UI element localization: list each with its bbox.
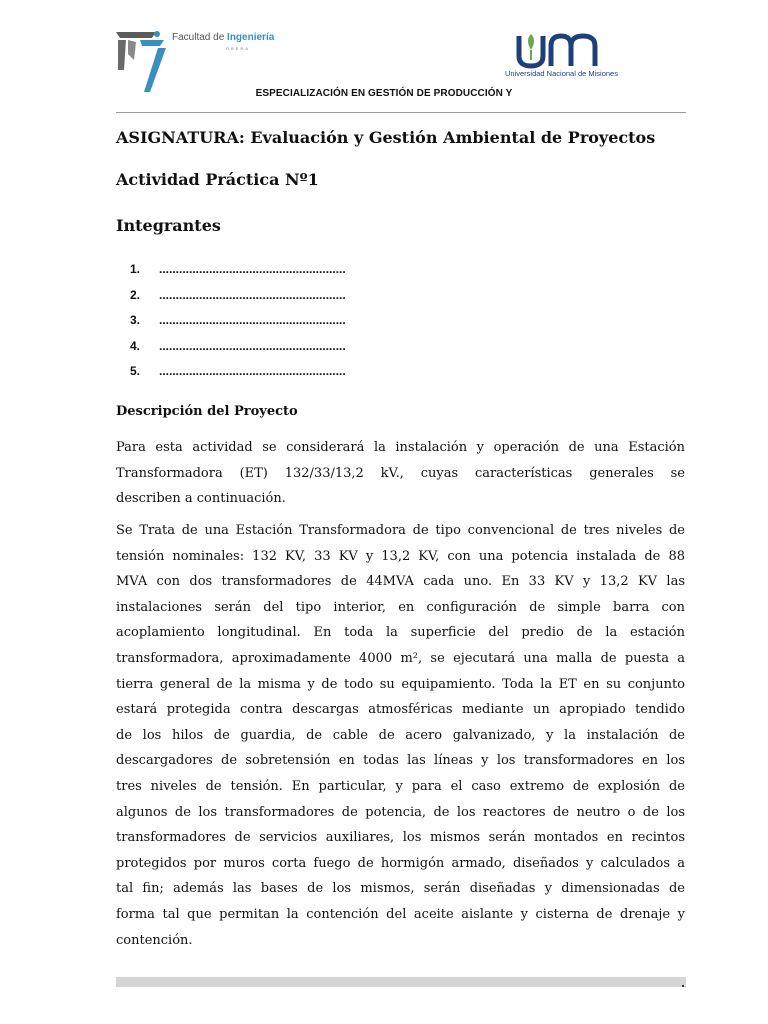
university-logo (505, 30, 625, 82)
paragraph-line: MVA con dos transformadores de 44MVA cada uno. En 33 KV y 13,2 KV las (116, 574, 685, 590)
paragraph-line: forma tal que permitan la contención del aceite aislante y cisterna de drenaje y (116, 906, 685, 922)
member-item: 1. ........................................................ (130, 262, 346, 288)
description-heading: Descripción del Proyecto (116, 404, 298, 419)
member-blank: ........................................................ (159, 364, 346, 378)
paragraph-line: descargadores de sobretensión en todas las líneas y los transformadores en los (116, 753, 685, 769)
header-divider (116, 112, 686, 113)
paragraph-line: Transformadora (ET) 132/33/13,2 kV., cuyas características generales se (116, 465, 685, 481)
member-item: 3. ........................................................ (130, 313, 346, 339)
description-paragraph (116, 518, 685, 953)
paragraph-line: acoplamiento longitudinal. En toda la superficie del predio de la estación (116, 625, 685, 641)
university-name: Universidad Nacional de Misiones (505, 69, 618, 78)
subject-heading: ASIGNATURA: Evaluación y Gestión Ambiental de Proyectos (116, 128, 656, 147)
faculty-logo (116, 30, 275, 92)
faculty-subtitle: OBERÁ (226, 46, 251, 51)
member-item: 4. ........................................................ (130, 339, 346, 365)
paragraph-line: tres niveles de tensión. En particular, y para el caso extremo de explosión de (116, 778, 685, 794)
paragraph-line: de los hilos de guardia, de cable de acero galvanizado, y la instalación de (116, 727, 685, 743)
unam-logo-mark-icon (515, 30, 615, 70)
paragraph-line: transformadores de servicios auxiliares, los mismos serán montados en recintos (116, 830, 685, 846)
paragraph-line: estará protegida contra descargas atmosféricas mediante un apropiado tendido (116, 702, 685, 718)
member-blank: ........................................................ (159, 262, 346, 276)
faculty-name: Facultad de Ingeniería (172, 32, 275, 43)
member-item: 2. ........................................................ (130, 288, 346, 314)
paragraph-line: tensión nominales: 132 KV, 33 KV y 13,2 KV, con una potencia instalada de 88 (116, 548, 685, 564)
members-heading: Integrantes (116, 216, 221, 235)
member-blank: ........................................................ (159, 338, 346, 353)
paragraph-line: transformadora, aproximadamente 4000 m², se ejecutará una malla de puesta a (116, 650, 685, 666)
page-marker (682, 985, 684, 987)
member-item: 5. ........................................................ (130, 364, 346, 390)
footer-bar (116, 977, 686, 987)
paragraph-line: tal fin; además las bases de los mismos, serán diseñadas y dimensionadas de (116, 881, 685, 897)
paragraph-line: Se Trata de una Estación Transformadora de tipo convencional de tres niveles de (116, 523, 685, 538)
paragraph-line: contención. (116, 932, 193, 948)
paragraph-line: Para esta actividad se considerará la instalación y operación de una Estación (116, 440, 685, 455)
member-blank: ........................................................ (159, 287, 346, 302)
member-blank: ........................................................ (159, 313, 346, 327)
paragraph-line: protegidos por muros corta fuego de hormigón armado, diseñados y calculados a (116, 855, 685, 871)
paragraph-line: describen a continuación. (116, 491, 286, 507)
paragraph-line: tierra general de la misma y de todo su equipamiento. Toda la ET en su conjunto (116, 676, 685, 692)
paragraph-line: algunos de los transformadores de potencia, de los reactores de neutro o de los (116, 804, 685, 820)
fi-logo-mark-icon (116, 30, 172, 92)
paragraph-line: instalaciones serán del tipo interior, en configuración de simple barra con (116, 599, 685, 615)
members-list (130, 262, 346, 390)
intro-paragraph (116, 435, 685, 512)
activity-heading: Actividad Práctica Nº1 (116, 170, 319, 189)
program-title: ESPECIALIZACIÓN EN GESTIÓN DE PRODUCCIÓN Y (255, 88, 513, 99)
